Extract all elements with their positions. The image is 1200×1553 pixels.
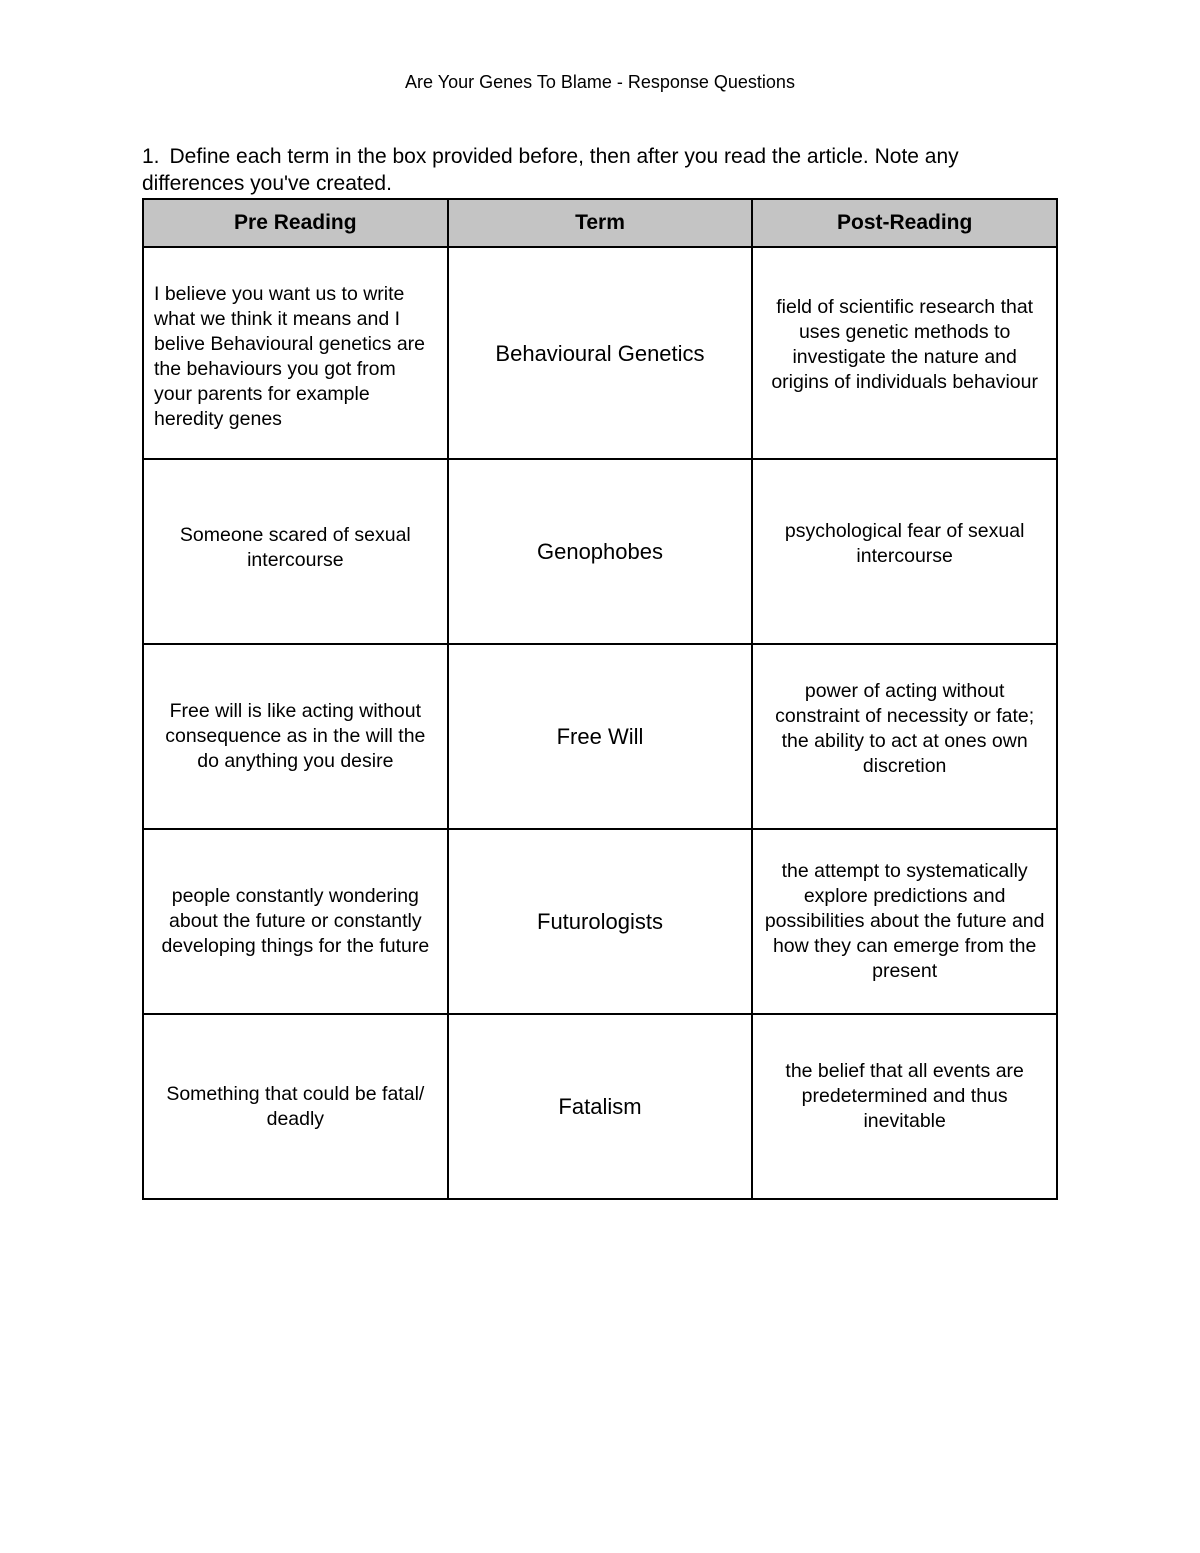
post-reading-text: power of acting without constraint of necessity or fate; the ability to act at ones own discretion [775, 679, 1035, 777]
column-header-term: Term [448, 199, 753, 247]
page-header: Are Your Genes To Blame - Response Questions [405, 72, 795, 92]
pre-reading-cell [143, 1014, 448, 1199]
table-row [143, 247, 1057, 459]
table-row [143, 829, 1057, 1014]
question-prompt [142, 143, 1062, 197]
question-number: 1. [142, 145, 160, 168]
term-cell [448, 459, 753, 644]
term-cell [448, 829, 753, 1014]
pre-reading-cell [143, 247, 448, 459]
pre-reading-text: Someone scared of sexual intercourse [179, 523, 411, 571]
table-row [143, 644, 1057, 829]
post-reading-cell [752, 1014, 1057, 1199]
pre-reading-text: Free will is like acting without consequence as in the will the do anything you desire [165, 700, 426, 772]
post-reading-cell [752, 247, 1057, 459]
term-cell [448, 1014, 753, 1199]
pre-reading-cell [143, 829, 448, 1014]
post-reading-text: field of scientific research that uses genetic methods to investigate the nature and origins of individuals behaviour [771, 296, 1038, 393]
pre-reading-cell [143, 459, 448, 644]
term-text: Fatalism [558, 1094, 642, 1119]
pre-reading-cell [143, 644, 448, 829]
term-cell [448, 644, 753, 829]
table-row [143, 1014, 1057, 1199]
pre-reading-text: I believe you want us to write what we think it means and I belive Behavioural genetics are the behaviours you got from your parents for example heredity genes [154, 283, 426, 430]
post-reading-text: the belief that all events are predetermined and thus inevitable [785, 1060, 1024, 1132]
term-text: Behavioural Genetics [495, 340, 705, 366]
term-cell [448, 247, 753, 459]
post-reading-text: psychological fear of sexual intercourse [784, 519, 1025, 567]
column-header-pre-reading: Pre Reading [143, 199, 448, 247]
term-text: Genophobes [536, 539, 663, 564]
post-reading-text: the attempt to systematically explore predictions and possibilities about the future and how they can emerge from the present [764, 860, 1045, 982]
term-text: Free Will [556, 724, 644, 749]
term-text: Futurologists [537, 909, 663, 934]
table-header-row [143, 199, 1057, 247]
pre-reading-text: Something that could be fatal/ deadly [166, 1082, 425, 1130]
post-reading-cell [752, 459, 1057, 644]
post-reading-cell [752, 644, 1057, 829]
table-row [143, 459, 1057, 644]
question-text: Define each term in the box provided before, then after you read the article. Note any differences you've created. [142, 145, 959, 195]
pre-reading-text: people constantly wondering about the future or constantly developing things for the future [161, 885, 430, 957]
column-header-post-reading: Post-Reading [752, 199, 1057, 247]
terms-table [142, 198, 1058, 1200]
post-reading-cell [752, 829, 1057, 1014]
